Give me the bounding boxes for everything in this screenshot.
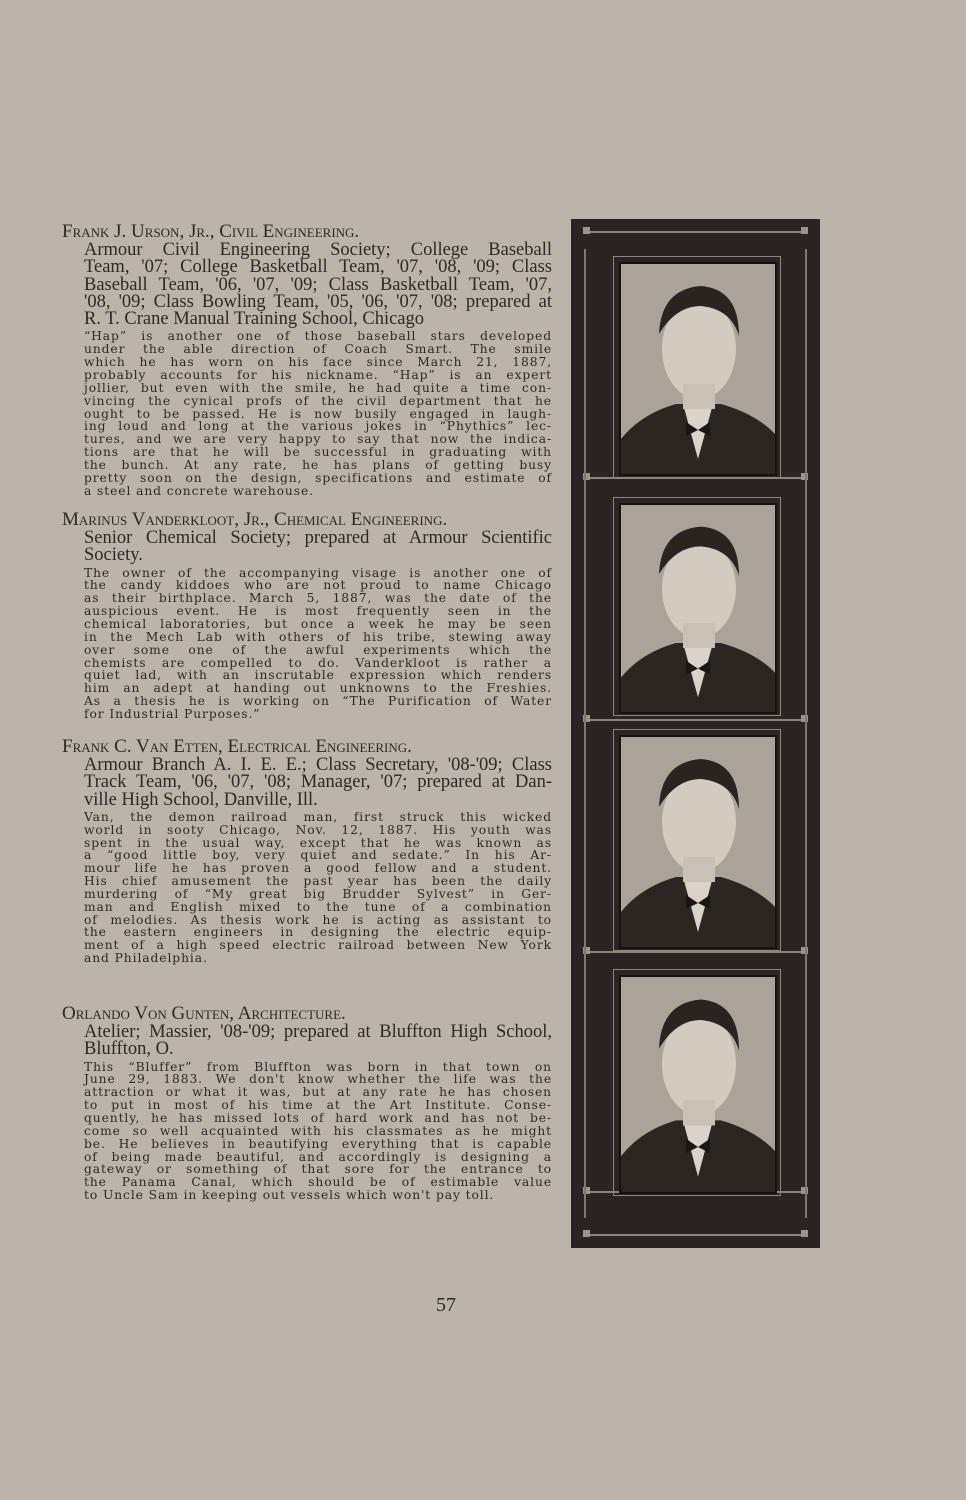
biography-line: the Panama Canal, which should be of estimable value: [84, 1175, 552, 1190]
biography-line: ought to be passed. He is now busily engaged in laugh-: [84, 406, 552, 421]
biography-line: quiet lad, with an inscrutable expression which renders: [84, 668, 552, 683]
biography-line: Van, the demon railroad man, first struck this wicked: [84, 809, 552, 824]
biography-line: As a thesis he is working on “The Purification of Water: [84, 694, 552, 709]
frame-divider: [583, 231, 808, 233]
biography-line: to Uncle Sam in keeping out vessels which won't pay toll.: [84, 1188, 495, 1203]
biography-line: This “Bluffer” from Bluffton was born in that town on: [84, 1059, 552, 1074]
activities-line: Bluffton, O.: [84, 1039, 174, 1060]
frame-rule: [584, 249, 586, 1218]
biography-line: the candy kiddoes who are not proud to name Chicago: [84, 578, 552, 593]
biography-line: to put in most of his time at the Art Institute. Conse-: [84, 1098, 552, 1113]
biography-line: chemists are compelled to do. Vanderkloot is rather a: [84, 655, 552, 670]
frame-divider: [583, 1234, 808, 1236]
student-entry: [62, 510, 552, 721]
biography-line: quently, he has missed lots of hard work and has not be-: [84, 1110, 552, 1125]
biography-line: murdering of “My great big Brudder Sylvest” in Ger-: [84, 886, 552, 901]
frame-divider: [583, 951, 808, 953]
biography-line: over some one of the awful experiments which the: [84, 642, 552, 657]
biography-line: auspicious event. He is most frequently seen in the: [84, 604, 552, 619]
biography-line: pretty soon on the design, specifications and estimate of: [84, 470, 552, 485]
biography-line: a “good little boy, very quiet and sedate.” In his Ar-: [84, 848, 552, 863]
activities-line: R. T. Crane Manual Training School, Chicago: [84, 309, 425, 330]
biography-line: chemical laboratories, but once a week he may be seen: [84, 616, 552, 631]
biography: [84, 811, 552, 965]
corner-ornament: [801, 1230, 808, 1237]
biography-line: jollier, but even with the smile, he had quite a time con-: [84, 380, 552, 395]
biography: [84, 567, 552, 721]
biography-line: of melodies. As thesis work he is acting as assistant to: [84, 912, 552, 927]
portrait-panel: [571, 219, 820, 1248]
biography: [84, 1061, 552, 1202]
biography-line: be. He believes in beautifying everything that is capable: [84, 1136, 552, 1151]
frame-rule: [805, 249, 807, 1218]
biography-line: in the Mech Lab with others of his tribe, stewing away: [84, 629, 552, 644]
biography-line: him an adept at handing out unknowns to the Freshies.: [84, 681, 552, 696]
corner-ornament: [583, 227, 590, 234]
student-name: Marinus Vanderkloot, Jr., Chemical Engineering.: [62, 509, 448, 530]
activities: [84, 1024, 552, 1059]
activities-line: '08, '09; Class Bowling Team, '05, '06, '07, '08; prepared at: [84, 291, 552, 312]
biography-line: gateway or something of that sore for the entrance to: [84, 1162, 552, 1177]
biography-line: June 29, 1883. We don't know whether the life was the: [84, 1072, 552, 1087]
activities: [84, 757, 552, 809]
biography-line: under the able direction of Coach Smart. The smile: [84, 342, 552, 357]
student-name: Frank J. Urson, Jr., Civil Engineering.: [62, 221, 360, 242]
biography-line: a steel and concrete warehouse.: [84, 483, 314, 498]
biography-line: world in sooty Chicago, Nov. 12, 1887. His youth was: [84, 822, 552, 837]
biography-line: and Philadelphia.: [84, 951, 208, 966]
activities-line: Society.: [84, 545, 143, 566]
biography-line: spent in the usual way, except that he was known as: [84, 835, 552, 850]
biography-line: ment of a high speed electric railroad between New York: [84, 938, 552, 953]
biography-line: ing loud and long at the various jokes in “Phythics” lec-: [84, 419, 552, 434]
biography-line: the bunch. At any rate, he has plans of getting busy: [84, 457, 552, 472]
activities-line: Baseball Team, '06, '07, '09; Class Basketball Team, '07,: [84, 274, 552, 295]
biography-line: The owner of the accompanying visage is another one of: [84, 565, 552, 580]
student-entry: [62, 222, 552, 497]
biography-line: for Industrial Purposes.”: [84, 706, 261, 721]
biography-line: “Hap” is another one of those baseball stars developed: [84, 329, 552, 344]
student-portrait: [619, 503, 777, 714]
biography-line: man and English mixed to the tune of a combination: [84, 899, 552, 914]
biography-line: of being made beautiful, and accordingly is designing a: [84, 1149, 552, 1164]
biography-line: attraction or what it was, but at any rate he has chosen: [84, 1085, 552, 1100]
activities: [84, 530, 552, 565]
page-number: 57: [436, 1294, 456, 1316]
biography-line: vincing the cynical profs of the civil department that he: [84, 393, 552, 408]
student-entry: [62, 737, 552, 965]
activities-line: Senior Chemical Society; prepared at Armour Scientific: [84, 528, 552, 548]
activities-line: ville High School, Danville, Ill.: [84, 789, 318, 810]
student-name: Orlando Von Gunten, Architecture.: [62, 1003, 346, 1024]
biography-line: tures, and we are very happy to say that now the indica-: [84, 432, 552, 447]
student-portrait: [619, 262, 777, 476]
student-entry: [62, 1004, 552, 1202]
corner-ornament: [801, 227, 808, 234]
activities-line: Armour Civil Engineering Society; College Baseball: [84, 240, 552, 260]
biography-line: mour life he has proven a good fellow and a student.: [84, 861, 552, 876]
activities-line: Track Team, '06, '07, '08; Manager, '07; prepared at Dan-: [84, 772, 552, 793]
biography-line: His chief amusement the past year has been the daily: [84, 874, 552, 889]
biography: [84, 330, 552, 497]
biography-line: come so well acquainted with his classmates as he might: [84, 1123, 552, 1138]
student-portrait: [619, 735, 777, 949]
frame-divider: [583, 719, 808, 721]
student-portrait: [619, 975, 777, 1194]
activities-line: Armour Branch A. I. E. E.; Class Secretary, '08-'09; Class: [84, 755, 552, 775]
biography-line: tions are that he will be successful in graduating with: [84, 445, 552, 460]
student-name: Frank C. Van Etten, Electrical Engineering.: [62, 736, 412, 757]
activities-line: Team, '07; College Basketball Team, '07, '08, '09; Class: [84, 257, 552, 278]
activities: [84, 242, 552, 328]
biography-line: as their birthplace. March 5, 1887, was the date of the: [84, 591, 552, 606]
biography-line: the eastern engineers in designing the electric equip-: [84, 925, 552, 940]
biography-line: probably accounts for his nickname. “Hap” is an expert: [84, 368, 552, 383]
activities-line: Atelier; Massier, '08-'09; prepared at Bluffton High School,: [84, 1022, 552, 1042]
corner-ornament: [583, 1230, 590, 1237]
biography-line: which he has worn on his face since March 21, 1887,: [84, 355, 552, 370]
